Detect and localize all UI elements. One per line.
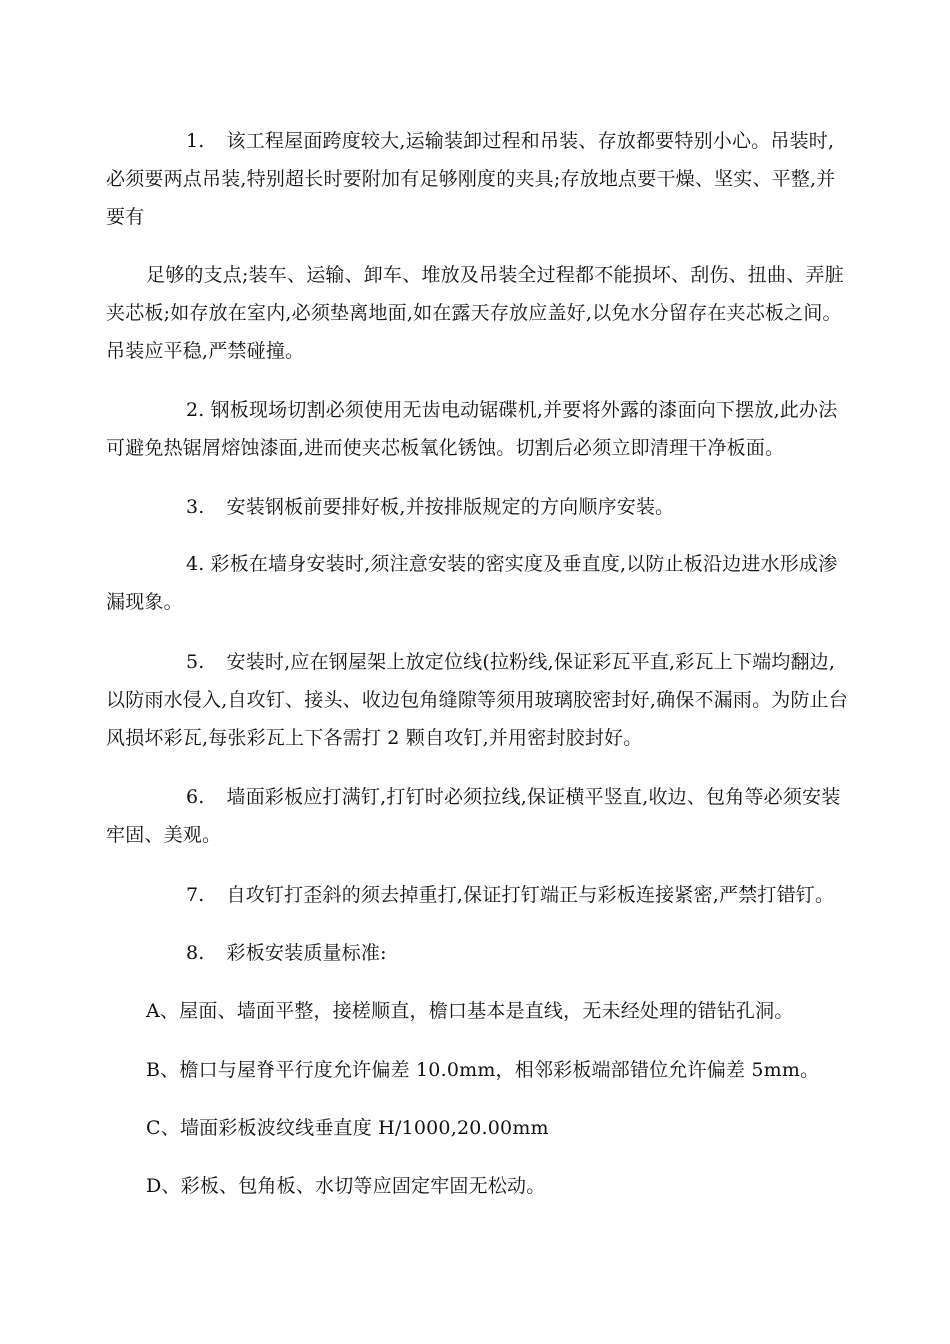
- paragraph-number: 3.: [186, 496, 205, 518]
- paragraph-text: D、彩板、包角板、水切等应固定牢固无松动。: [146, 1175, 546, 1197]
- paragraph-text: A、屋面、墙面平整，接槎顺直，檐口基本是直线，无未经处理的错钻孔洞。: [146, 1000, 794, 1022]
- paragraph-1-continued: [106, 256, 850, 370]
- standard-item-d: [106, 1167, 850, 1205]
- paragraph-text: B、檐口与屋脊平行度允许偏差 10.0mm，相邻彩板端部错位允许偏差 5mm。: [146, 1059, 820, 1081]
- paragraph-text: 彩板在墙身安装时,须注意安装的密实度及垂直度,以防止板沿边进水形成渗漏现象。: [106, 553, 838, 613]
- paragraph-number: 8.: [186, 942, 205, 964]
- paragraph-number: 6.: [186, 786, 205, 808]
- paragraph-text: 彩板安装质量标准:: [226, 942, 387, 964]
- paragraph-4: [106, 545, 850, 621]
- paragraph-number: 5.: [186, 651, 205, 673]
- paragraph-text: 安装钢板前要排好板,并按排版规定的方向顺序安装。: [226, 496, 675, 518]
- standard-item-a: [106, 992, 850, 1030]
- paragraph-text: C、墙面彩板波纹线垂直度 H/1000,20.00mm: [146, 1117, 549, 1139]
- paragraph-text: 钢板现场切割必须使用无齿电动锯碟机,并要将外露的漆面向下摆放,此办法可避免热锯屑熔蚀漆面,进而使夹芯板氧化锈蚀。切割后必须立即清理干净板面。: [106, 399, 838, 459]
- paragraph-number: 7.: [186, 884, 205, 906]
- standard-item-b: [106, 1051, 850, 1089]
- paragraph-text: 安装时,应在钢屋架上放定位线(拉粉线,保证彩瓦平直,彩瓦上下端均翻边,以防雨水侵入,自攻钉、接头、收边包角缝隙等须用玻璃胶密封好,确保不漏雨。为防止台风损坏彩瓦,每张彩瓦上下各需打 2 颗自攻钉,并用密封胶封好。: [106, 651, 849, 749]
- standard-item-c: [106, 1109, 850, 1147]
- paragraph-5: [106, 643, 850, 757]
- paragraph-8: [106, 934, 850, 972]
- paragraph-number: 1.: [186, 130, 205, 152]
- paragraph-7: [106, 876, 850, 914]
- paragraph-text: 墙面彩板应打满钉,打钉时必须拉线,保证横平竖直,收边、包角等必须安装牢固、美观。: [106, 786, 841, 846]
- paragraph-number: 2.: [186, 399, 205, 421]
- paragraph-number: 4.: [186, 553, 205, 575]
- paragraph-text: 自攻钉打歪斜的须去掉重打,保证打钉端正与彩板连接紧密,严禁打错钉。: [226, 884, 835, 906]
- paragraph-text: 足够的支点;装车、运输、卸车、堆放及吊装全过程都不能损坏、刮伤、扭曲、弄脏夹芯板;如存放在室内,必须垫离地面,如在露天存放应盖好,以免水分留存在夹芯板之间。吊装应平稳,严禁碰撞。: [106, 264, 844, 362]
- paragraph-6: [106, 778, 850, 854]
- paragraph-2: [106, 391, 850, 467]
- paragraph-text: 该工程屋面跨度较大,运输装卸过程和吊装、存放都要特别小心。吊装时,必须要两点吊装,特别超长时要附加有足够刚度的夹具;存放地点要干燥、坚实、平整,并要有: [106, 130, 836, 228]
- paragraph-1: [106, 122, 850, 236]
- paragraph-3: [106, 488, 850, 526]
